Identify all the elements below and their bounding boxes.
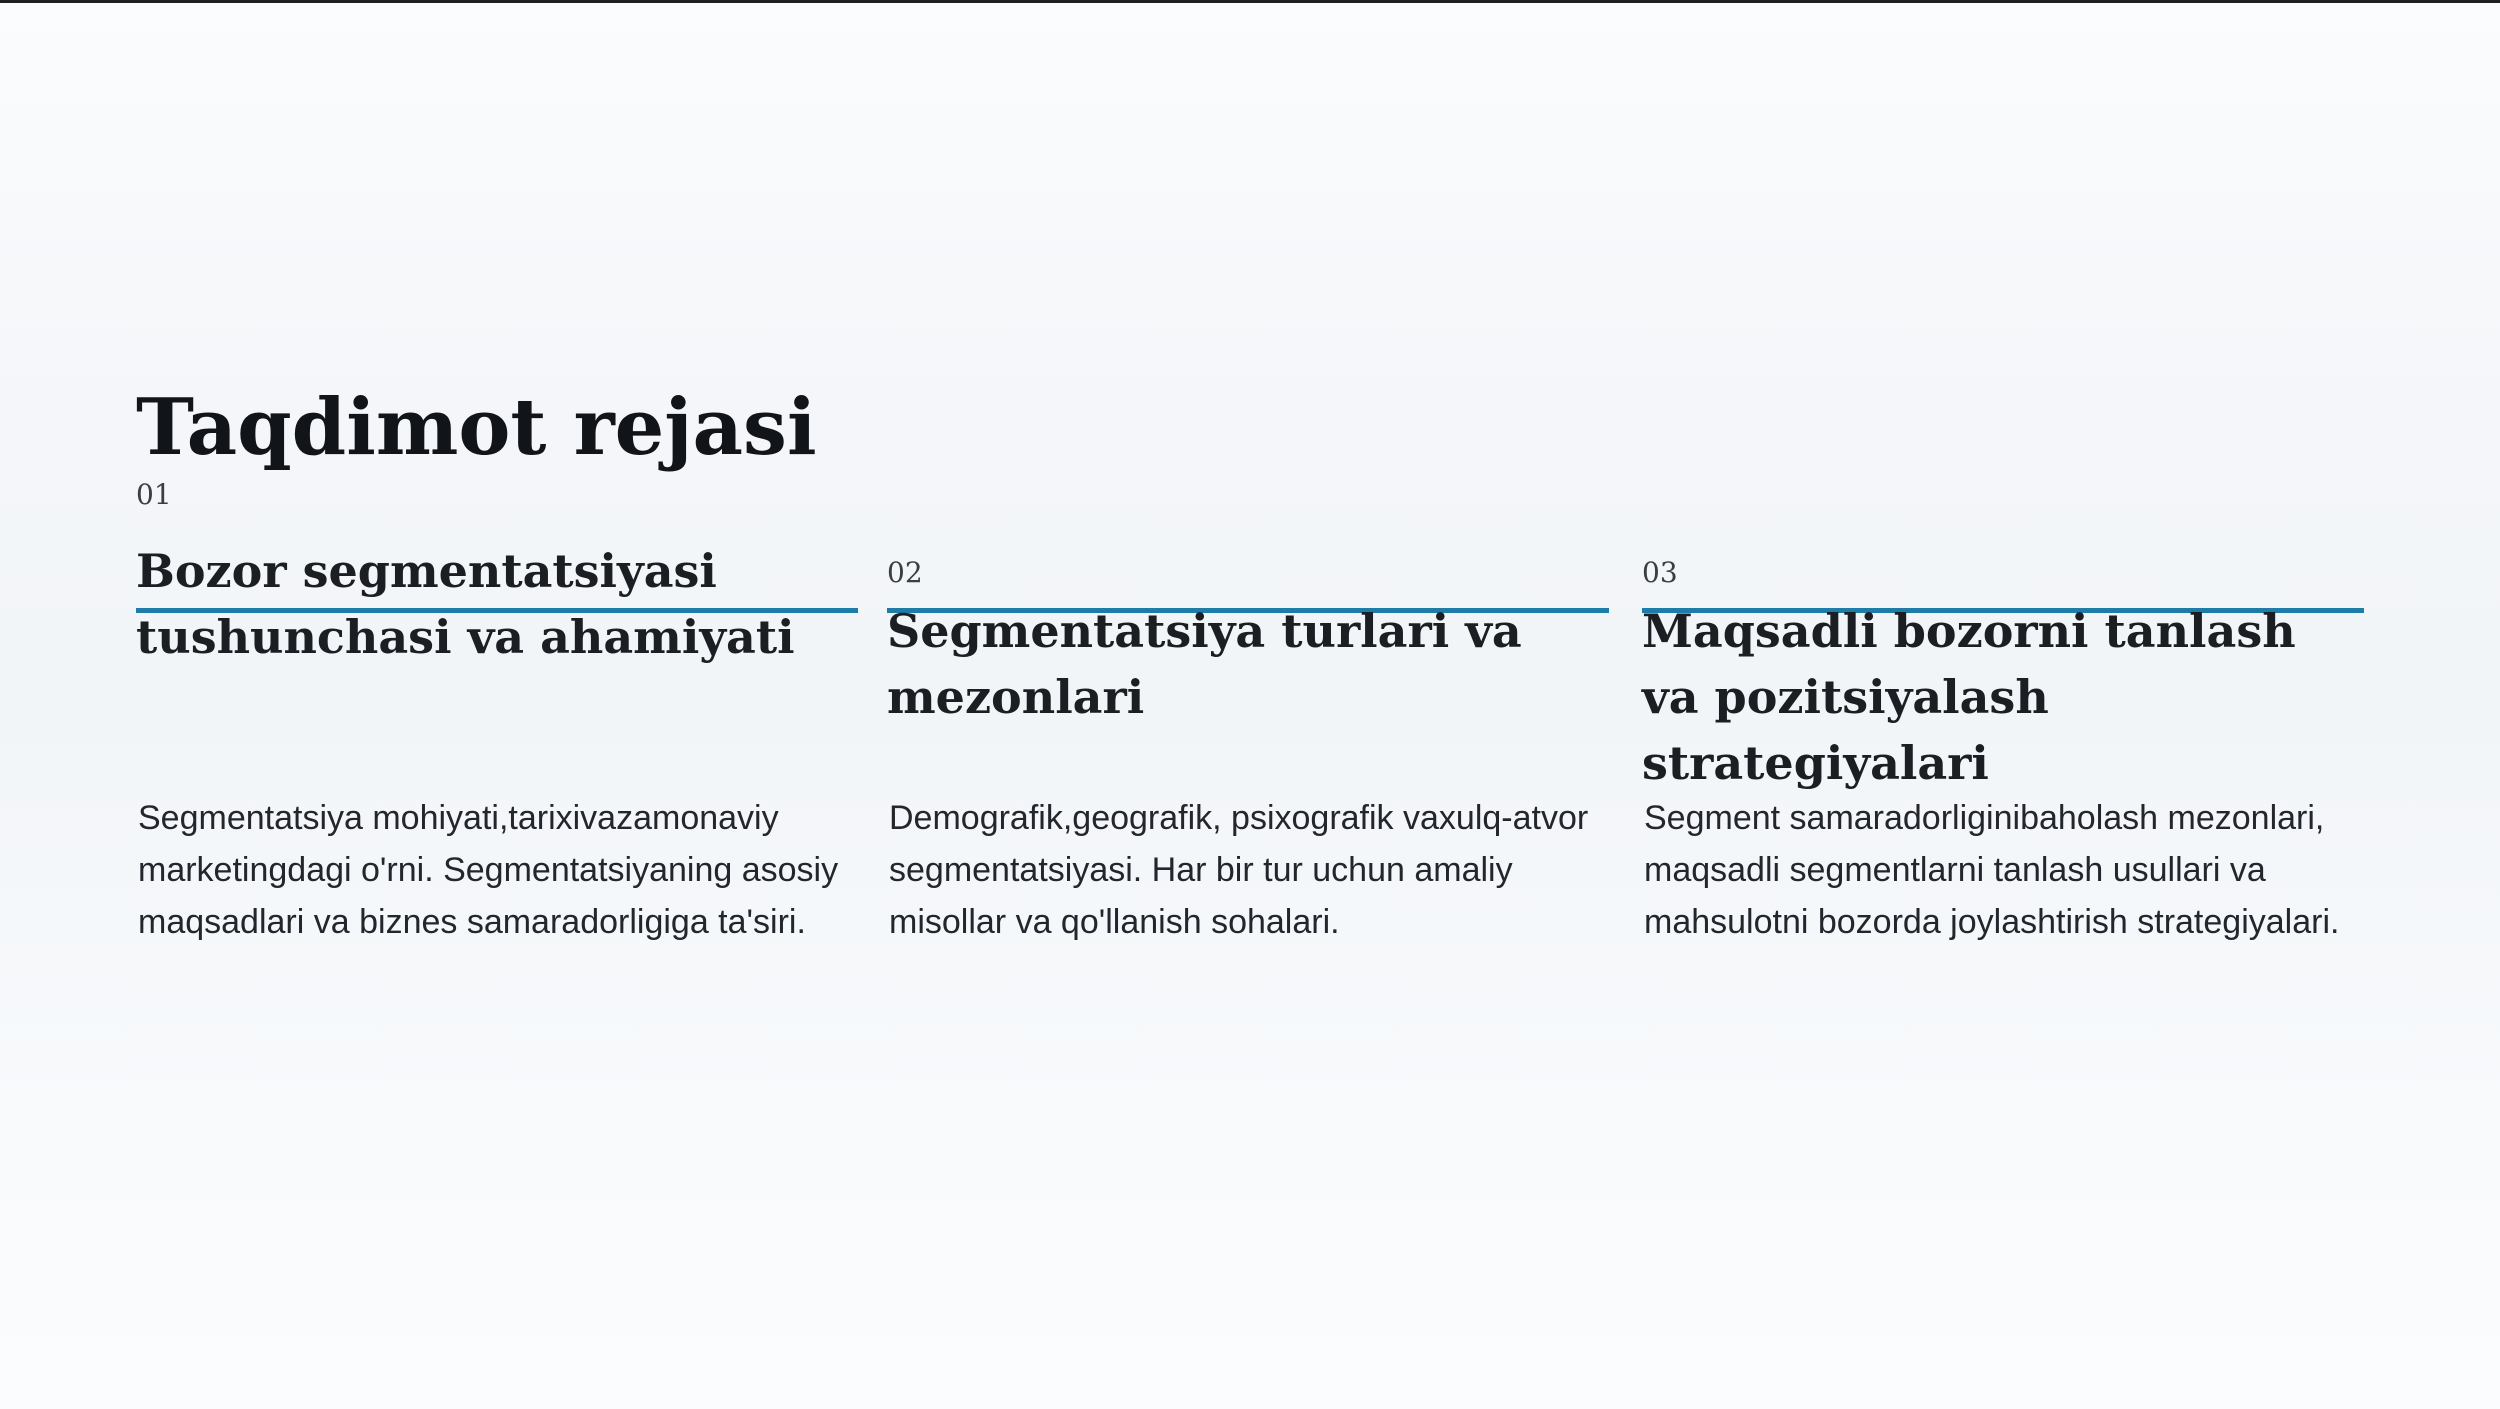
agenda-item-number: 03 <box>1642 556 1678 589</box>
agenda-item-description: Segmentatsiya mohiyati,tarixivazamonaviy marketingdagi o'rni. Segmentatsiyaning asosiy maqsadlari va biznes samaradorligiga ta'siri. <box>138 799 839 941</box>
agenda-item-heading: Bozor segmentatsiyasi tushunchasi va ahamiyati <box>136 544 795 664</box>
agenda-item-number: 02 <box>887 556 923 589</box>
agenda-item-heading: Segmentatsiya turlari va mezonlari <box>887 604 1522 724</box>
agenda-item-description: Segment samaradorliginibaholash mezonlari, maqsadli segmentlarni tanlash usullari va mahsulotni bozorda joylashtirish strategiyalari. <box>1644 799 2340 941</box>
agenda-item-number: 01 <box>136 478 172 511</box>
agenda-item-description: Demografik,geografik, psixografik vaxulq-atvor segmentatsiyasi. Har bir tur uchun amaliy misollar va qo'llanish sohalari. <box>889 799 1589 941</box>
agenda-item-heading: Maqsadli bozorni tanlash va pozitsiyalash strategiyalari <box>1642 604 2296 790</box>
slide-title: Taqdimot rejasi <box>136 382 817 473</box>
top-border <box>0 0 2500 3</box>
